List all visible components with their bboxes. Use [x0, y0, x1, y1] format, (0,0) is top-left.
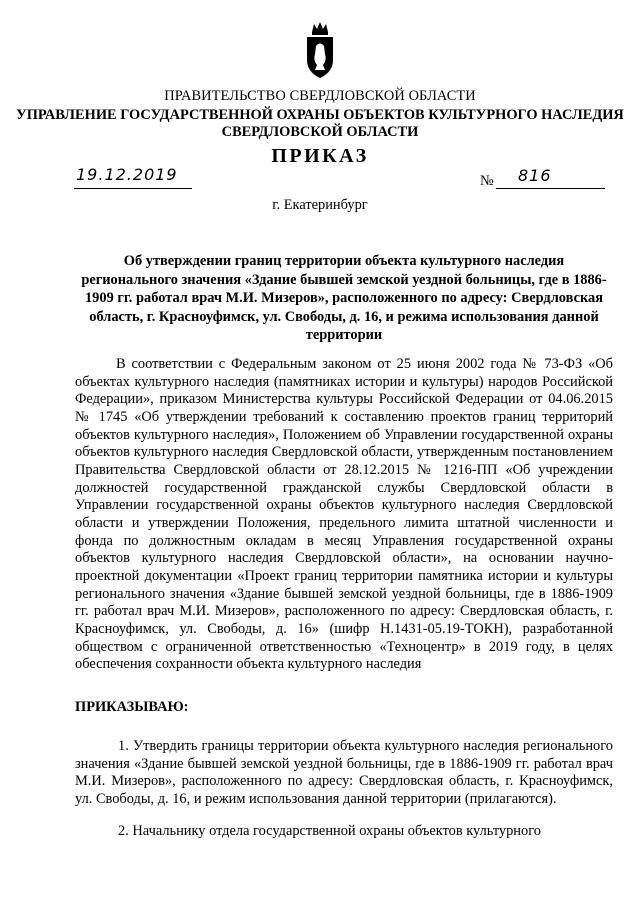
- coat-of-arms-emblem: [303, 20, 337, 80]
- ordering-heading: ПРИКАЗЫВАЮ:: [75, 699, 189, 715]
- order-date-field: [74, 166, 192, 189]
- government-name: ПРАВИТЕЛЬСТВО СВЕРДЛОВСКОЙ ОБЛАСТИ: [164, 88, 476, 104]
- issue-city: г. Екатеринбург: [272, 197, 368, 213]
- department-name: УПРАВЛЕНИЕ ГОСУДАРСТВЕННОЙ ОХРАНЫ ОБЪЕКТОВ КУЛЬТУРНОГО НАСЛЕДИЯ СВЕРДЛОВСКОЙ ОБЛАСТИ: [16, 107, 624, 140]
- document-type: ПРИКАЗ: [271, 145, 369, 167]
- order-item-2: 2. Начальнику отдела государственной охраны объектов культурного: [118, 823, 541, 839]
- order-number-label: №: [480, 173, 494, 189]
- order-subject: Об утверждении границ территории объекта культурного наследия регионального значения «Здание бывшей земской уездной больницы, где в 1886-1909 гг. работал врач М.И. Мизеров», расположенного по адресу: Свердловская область, г. Красноуфимск, ул. Свободы, д. 16, и режима использования данной территории: [81, 253, 607, 343]
- order-number: 816: [518, 166, 552, 185]
- preamble-paragraph: В соответствии с Федеральным законом от 25 июня 2002 года № 73-ФЗ «Об объектах культурного наследия (памятниках истории и культуры) народов Российской Федерации», приказом Министерства культуры Российской Федерации от 04.06.2015 № 1745 «Об утверждении требований к составлению проектов границ территорий объектов культурного наследия», Положением об Управлении государственной охраны объектов культурного наследия Свердловской области, утвержденным постановлением Правительства Свердловской области от 28.12.2015 № 1216-ПП «Об учреждении должностей государственной гражданской службы Свердловской области в Управлении государственной охраны объектов культурного наследия Свердловской области и утверждении Положения, предельного лимита штатной численности и фонда по должностным окладам в месяц Управления государственной охраны объектов культурного наследия Свердловской области», на основании научно-проектной документации «Проект границ территории памятника истории и культуры регионального значения «Здание бывшей земской уездной больницы, где в 1886-1909 гг. работал врач М.И. Мизеров», расположенного по адресу: Свердловская область, г. Красноуфимск, ул. Свободы, д. 16» (шифр Н.1431-05.19-ТОКН), разработанной обществом с ограниченной ответственностью «Техноцентр» в 2019 году, в целях обеспечения сохранности объекта культурного наследия: [75, 356, 613, 673]
- order-date: 19.12.2019: [76, 165, 178, 184]
- order-number-field: [496, 167, 605, 189]
- order-item-1: 1. Утвердить границы территории объекта культурного наследия регионального значения «Здание бывшей земской уездной больницы, где в 1886-1909 гг. работал врач М.И. Мизеров», расположенного по адресу: Свердловская область, г. Красноуфимск, ул. Свободы, д. 16, и режим использования данной территории (прилагаются).: [75, 738, 613, 807]
